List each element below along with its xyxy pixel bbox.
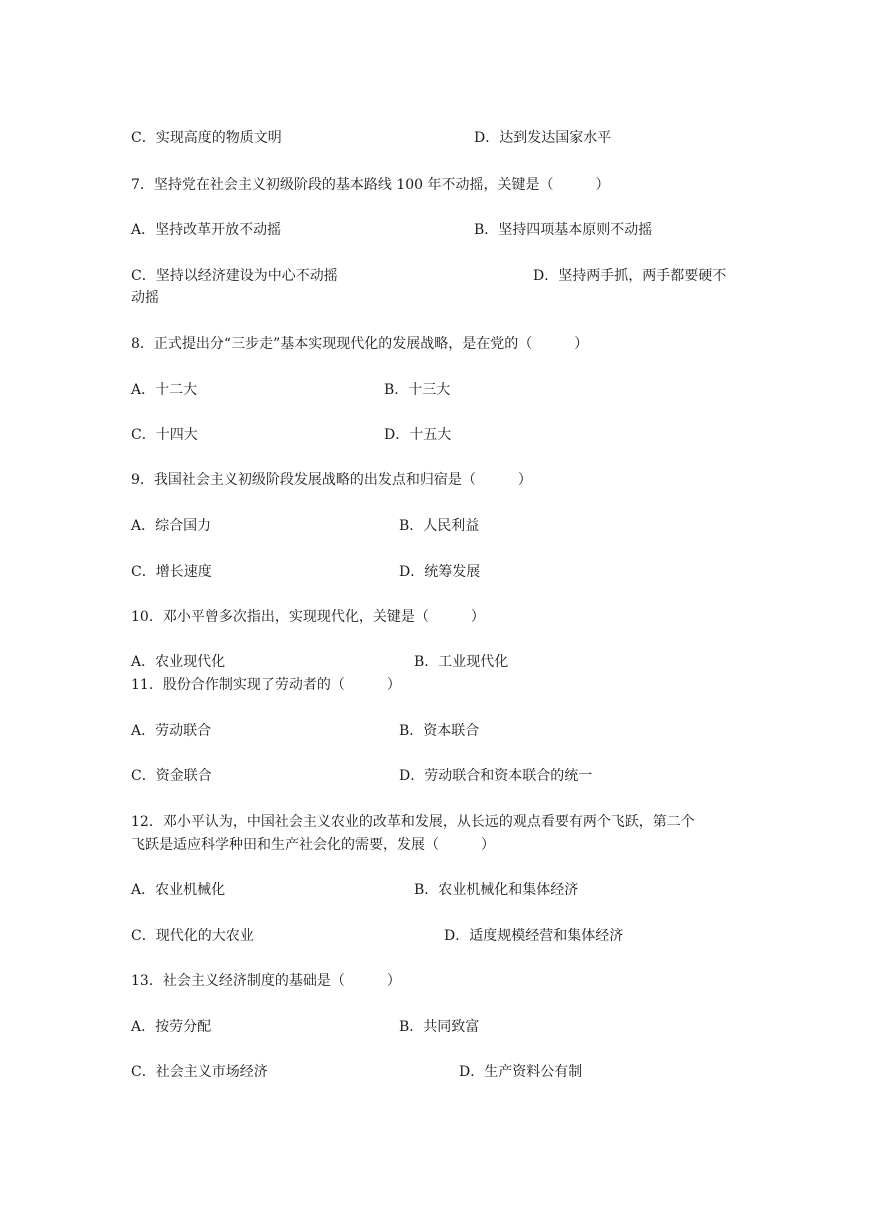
q7-option-d-line1: D．坚持两手抓，两手都要硬不 <box>533 268 727 284</box>
q10-option-b: B．工业现代化 <box>414 654 509 670</box>
q11-option-d: D．劳动联合和资本联合的统一 <box>399 768 593 784</box>
q9-option-a: A．综合国力 <box>131 518 212 534</box>
q11-stem: 11．股份合作制实现了劳动者的（ ） <box>131 677 401 693</box>
q9-option-d: D．统筹发展 <box>399 564 481 580</box>
q8-stem: 8．正式提出分“三步走”基本实现现代化的发展战略，是在党的（ ） <box>131 336 589 352</box>
q13-stem: 13．社会主义经济制度的基础是（ ） <box>131 973 401 989</box>
q7-stem: 7．坚持党在社会主义初级阶段的基本路线 100 年不动摇，关键是（ ） <box>131 177 610 193</box>
q7-option-b: B．坚持四项基本原则不动摇 <box>474 222 653 238</box>
q6-option-c: C．实现高度的物质文明 <box>131 130 282 146</box>
q9-stem: 9．我国社会主义初级阶段发展战略的出发点和归宿是（ ） <box>131 472 532 488</box>
q10-option-a: A．农业现代化 <box>131 654 226 670</box>
q7-option-c: C．坚持以经济建设为中心不动摇 <box>131 268 338 284</box>
q13-option-d: D．生产资料公有制 <box>459 1064 583 1080</box>
q12-stem-line1: 12．邓小平认为，中国社会主义农业的改革和发展，从长远的观点看要有两个飞跃，第二个 <box>131 814 695 830</box>
q6-option-d: D．达到发达国家水平 <box>474 130 612 146</box>
q10-stem: 10．邓小平曾多次指出，实现现代化，关键是（ ） <box>131 609 485 625</box>
q13-option-c: C．社会主义市场经济 <box>131 1064 268 1080</box>
q13-option-a: A．按劳分配 <box>131 1019 212 1035</box>
q8-option-c: C．十四大 <box>131 427 198 443</box>
q8-option-a: A．十二大 <box>131 382 198 398</box>
q12-stem-line2: 飞跃是适应科学种田和生产社会化的需要，发展（ ） <box>131 837 495 853</box>
q8-option-d: D．十五大 <box>384 427 452 443</box>
q12-option-b: B．农业机械化和集体经济 <box>414 882 579 898</box>
q7-option-d-line2: 动摇 <box>131 290 159 306</box>
q9-option-b: B．人民利益 <box>399 518 480 534</box>
q7-option-a: A．坚持改革开放不动摇 <box>131 222 282 238</box>
q11-option-b: B．资本联合 <box>399 723 480 739</box>
q12-option-c: C．现代化的大农业 <box>131 928 254 944</box>
q9-option-c: C．增长速度 <box>131 564 212 580</box>
q11-option-a: A．劳动联合 <box>131 723 212 739</box>
q13-option-b: B．共同致富 <box>399 1019 480 1035</box>
q8-option-b: B．十三大 <box>384 382 451 398</box>
q11-option-c: C．资金联合 <box>131 768 212 784</box>
q12-option-a: A．农业机械化 <box>131 882 226 898</box>
q12-option-d: D．适度规模经营和集体经济 <box>444 928 624 944</box>
